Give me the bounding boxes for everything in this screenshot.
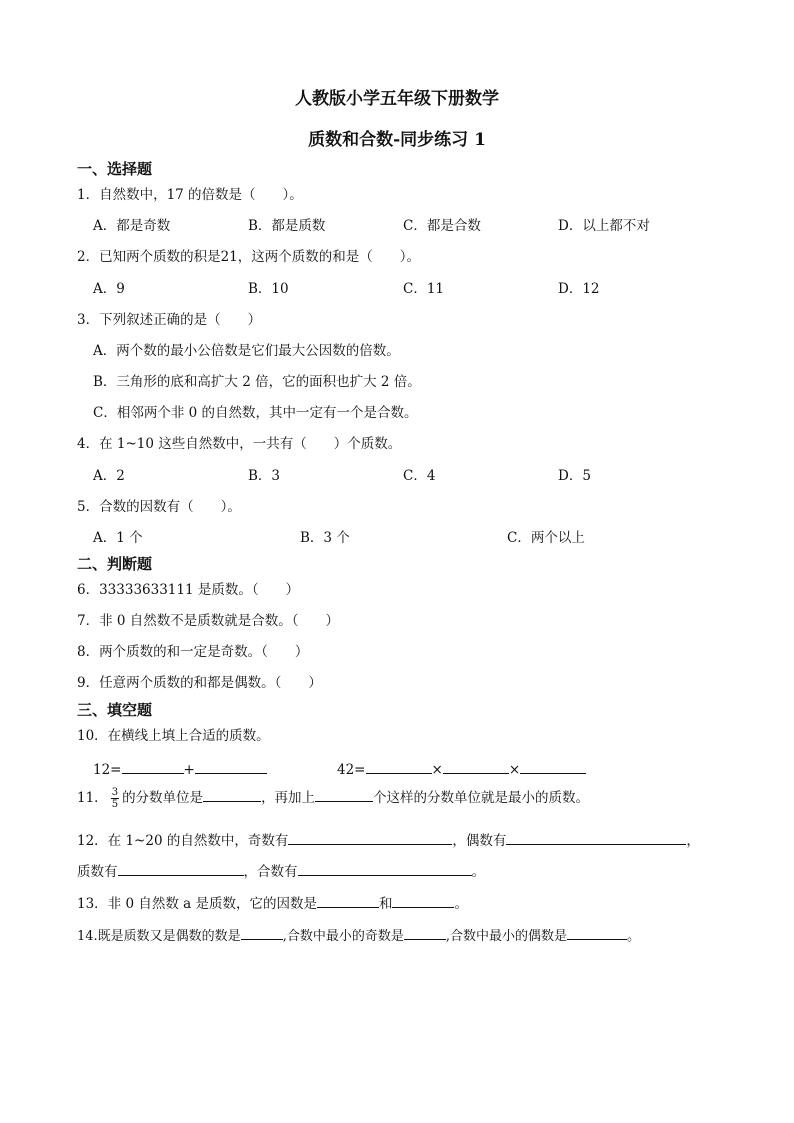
question-13: [77, 894, 468, 913]
question-14: [77, 926, 640, 946]
question-3-option-c: C．相邻两个非 0 的自然数，其中一定有一个是合数。: [93, 405, 418, 421]
section-heading-fill: 三、填空题: [77, 701, 153, 719]
fraction-numerator: 3: [111, 787, 119, 798]
answer-blank[interactable]: [366, 760, 432, 774]
answer-blank[interactable]: [288, 831, 452, 845]
question-5-option-b: B．3 个: [300, 530, 350, 546]
answer-blank[interactable]: [122, 760, 184, 774]
doc-title: 人教版小学五年级下册数学: [295, 89, 499, 109]
question-10-left-expression: [93, 760, 267, 779]
question-2-option-a: A．9: [93, 281, 125, 297]
question-1-option-a: A．都是奇数: [93, 218, 171, 234]
question-1-option-b: B．都是质数: [248, 218, 326, 234]
answer-blank[interactable]: [298, 862, 472, 876]
answer-blank[interactable]: [317, 894, 379, 908]
question-10-right-expression: [337, 760, 586, 779]
question-5-stem: 5．合数的因数有（ ）。: [77, 499, 241, 515]
question-13-text-1: 13．非 0 自然数 a 是质数，它的因数是: [77, 896, 317, 912]
times-sign: ×: [431, 762, 443, 778]
question-3-stem: 3．下列叙述正确的是（ ）: [77, 312, 262, 328]
fraction-three-fifths: [111, 787, 119, 810]
answer-blank[interactable]: [506, 831, 686, 845]
equation-12-label: 12=: [93, 762, 122, 778]
answer-blank[interactable]: [315, 788, 373, 802]
question-2-stem: 2．已知两个质数的积是21，这两个质数的和是（ ）。: [77, 249, 421, 265]
question-14-text-4: 。: [626, 929, 640, 944]
question-8: 8．两个质数的和一定是奇数。（ ）: [77, 644, 309, 660]
question-1-stem: 1．自然数中，17 的倍数是（ ）。: [77, 187, 303, 203]
question-13-text-3: 。: [454, 896, 468, 912]
answer-blank[interactable]: [567, 926, 627, 940]
question-11-text-3: 个这样的分数单位就是最小的质数。: [373, 790, 590, 806]
question-14-text-2: ,合数中最小的奇数是: [282, 929, 404, 944]
question-11-number: 11．: [77, 790, 108, 806]
question-14-text-3: ,合数中最小的偶数是: [445, 929, 567, 944]
question-6: 6．33333633111 是质数。（ ）: [77, 582, 300, 598]
question-2-option-d: D．12: [558, 281, 600, 297]
question-1-option-d: D．以上都不对: [558, 218, 650, 234]
question-7: 7．非 0 自然数不是质数就是合数。（ ）: [77, 613, 340, 629]
question-10-stem: 10．在横线上填上合适的质数。: [77, 728, 270, 744]
question-12-text-5: ，合数有: [243, 864, 298, 880]
question-3-option-a: A．两个数的最小公倍数是它们最大公因数的倍数。: [93, 343, 400, 359]
doc-subtitle: 质数和合数-同步练习 1: [308, 130, 486, 150]
question-12-text-3: ，: [686, 833, 700, 849]
equation-42-label: 42=: [337, 762, 366, 778]
question-4-option-c: C．4: [403, 468, 436, 484]
question-2-option-c: C．11: [403, 281, 445, 297]
question-12-text-2: ，偶数有: [452, 833, 507, 849]
answer-blank[interactable]: [195, 760, 267, 774]
question-2-option-b: B．10: [248, 281, 289, 297]
question-9: 9．任意两个质数的和都是偶数。（ ）: [77, 675, 322, 691]
question-4-option-b: B．3: [248, 468, 281, 484]
question-11-text-2: ，再加上: [261, 790, 316, 806]
question-12-line-1: [77, 831, 700, 850]
answer-blank[interactable]: [118, 862, 244, 876]
question-12-text-6: 。: [471, 864, 485, 880]
plus-sign: +: [183, 762, 195, 778]
question-5-option-a: A．1 个: [93, 530, 143, 546]
fraction-denominator: 5: [111, 799, 119, 810]
answer-blank[interactable]: [241, 926, 283, 940]
question-4-option-a: A．2: [93, 468, 125, 484]
question-11: [77, 787, 589, 810]
answer-blank[interactable]: [392, 894, 454, 908]
answer-blank[interactable]: [443, 760, 509, 774]
question-12-text-1: 12．在 1~20 的自然数中，奇数有: [77, 833, 289, 849]
question-12-line-2: [77, 862, 485, 881]
question-3-option-b: B．三角形的底和高扩大 2 倍，它的面积也扩大 2 倍。: [93, 374, 421, 390]
question-12-text-4: 质数有: [77, 864, 118, 880]
question-5-option-c: C．两个以上: [507, 530, 585, 546]
answer-blank[interactable]: [404, 926, 446, 940]
section-heading-choice: 一、选择题: [77, 160, 153, 178]
times-sign: ×: [508, 762, 521, 778]
question-4-option-d: D．5: [558, 468, 591, 484]
question-13-text-2: 和: [378, 896, 393, 912]
section-heading-judge: 二、判断题: [77, 555, 153, 573]
question-4-stem: 4．在 1~10 这些自然数中，一共有（ ）个质数。: [77, 436, 402, 452]
answer-blank[interactable]: [520, 760, 586, 774]
question-14-text-1: 14.既是质数又是偶数的数是: [77, 929, 241, 944]
question-11-text-1: 的分数单位是: [122, 790, 204, 806]
answer-blank[interactable]: [203, 788, 261, 802]
question-1-option-c: C．都是合数: [403, 218, 481, 234]
